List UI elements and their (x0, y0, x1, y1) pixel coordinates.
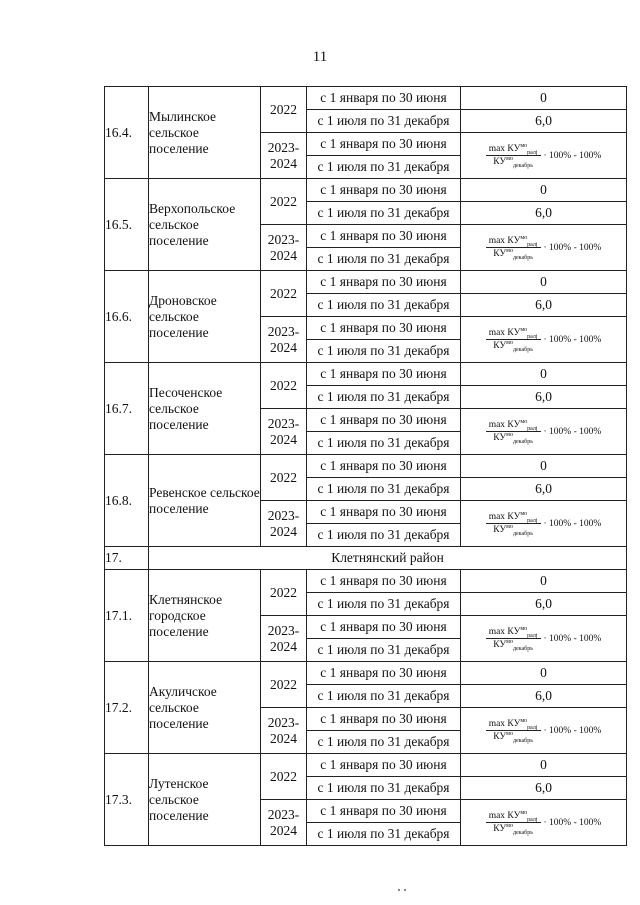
formula-denominator-sup: мо (506, 730, 513, 737)
formula-tail: · 100% - 100% (543, 633, 602, 644)
period-cell: с 1 июля по 31 декабря (307, 639, 461, 662)
year-cell: 2022 (261, 363, 307, 409)
formula-denominator (493, 639, 533, 650)
settlement-name: Акуличское сельское поселение (149, 662, 261, 754)
period-cell: с 1 июля по 31 декабря (307, 593, 461, 616)
value-cell: 6,0 (461, 110, 627, 133)
value-cell: 6,0 (461, 386, 627, 409)
formula-numerator (486, 512, 541, 524)
settlement-name: Песоченское сельское поселение (149, 363, 261, 455)
formula-denominator-text: КУ (493, 249, 507, 259)
formula-cell (461, 317, 627, 363)
period-cell: с 1 января по 30 июня (307, 662, 461, 685)
formula (461, 811, 626, 834)
formula-fraction (486, 236, 541, 259)
formula-denominator (493, 524, 533, 535)
formula-numerator (486, 719, 541, 731)
formula-denominator-sup: мо (506, 523, 513, 530)
formula-cell (461, 409, 627, 455)
period-cell: с 1 июля по 31 декабря (307, 524, 461, 547)
period-cell: с 1 января по 30 июня (307, 409, 461, 432)
formula-denominator (493, 340, 533, 351)
formula-numerator (486, 811, 541, 823)
period-cell: с 1 июля по 31 декабря (307, 823, 461, 846)
period-cell: с 1 января по 30 июня (307, 708, 461, 731)
value-cell: 6,0 (461, 478, 627, 501)
district-number: 17. (105, 547, 149, 570)
year-cell: 2023- 2024 (261, 501, 307, 547)
year-cell: 2023- 2024 (261, 225, 307, 271)
period-cell: с 1 июля по 31 декабря (307, 777, 461, 800)
formula (461, 236, 626, 259)
value-cell: 6,0 (461, 685, 627, 708)
period-cell: с 1 января по 30 июня (307, 363, 461, 386)
formula-denominator (493, 432, 533, 443)
formula-numerator (486, 144, 541, 156)
period-cell: с 1 января по 30 июня (307, 800, 461, 823)
settlement-name: Верхопольское сельское поселение (149, 179, 261, 271)
formula-denominator-sup: мо (506, 638, 513, 645)
formula-denominator-text: КУ (493, 732, 507, 742)
formula (461, 512, 626, 535)
formula-numerator-sup: мо (520, 142, 528, 149)
period-cell: с 1 января по 30 июня (307, 179, 461, 202)
value-cell: 6,0 (461, 593, 627, 616)
formula-numerator-text: max КУ (488, 420, 521, 430)
period-cell: с 1 июля по 31 декабря (307, 294, 461, 317)
formula-denominator-sub: декабрь (512, 254, 533, 261)
entry-row (105, 662, 627, 685)
year-cell: 2023- 2024 (261, 616, 307, 662)
entry-row (105, 87, 627, 110)
settlement-name: Дроновское сельское поселение (149, 271, 261, 363)
period-cell: с 1 июля по 31 декабря (307, 386, 461, 409)
formula-denominator-sub: декабрь (512, 829, 533, 836)
formula-denominator-sup: мо (506, 822, 513, 829)
period-cell: с 1 января по 30 июня (307, 225, 461, 248)
period-cell: с 1 июля по 31 декабря (307, 340, 461, 363)
formula-fraction (486, 719, 541, 742)
formula-numerator-sup: мо (520, 234, 528, 241)
period-cell: с 1 января по 30 июня (307, 616, 461, 639)
formula-denominator-sub: декабрь (512, 162, 533, 169)
settlement-name: Ревенское сельское поселение (149, 455, 261, 547)
formula-cell (461, 501, 627, 547)
entry-number: 16.5. (105, 179, 149, 271)
entry-row (105, 455, 627, 478)
value-cell: 6,0 (461, 294, 627, 317)
formula-denominator-text: КУ (493, 824, 507, 834)
formula-cell (461, 800, 627, 846)
scan-artifact (398, 878, 418, 880)
entry-row (105, 179, 627, 202)
formula-denominator-sub: декабрь (512, 346, 533, 353)
period-cell: с 1 июля по 31 декабря (307, 248, 461, 271)
period-cell: с 1 июля по 31 декабря (307, 478, 461, 501)
entry-row (105, 271, 627, 294)
formula-denominator-text: КУ (493, 433, 507, 443)
formula-denominator-sub: декабрь (512, 438, 533, 445)
formula-cell (461, 708, 627, 754)
page-number: 11 (312, 49, 328, 65)
year-cell: 2022 (261, 271, 307, 317)
value-cell: 6,0 (461, 777, 627, 800)
formula-numerator-text: max КУ (488, 627, 521, 637)
period-cell: с 1 января по 30 июня (307, 133, 461, 156)
settlement-name: Лутенское сельское поселение (149, 754, 261, 846)
period-cell: с 1 января по 30 июня (307, 87, 461, 110)
district-row (105, 547, 627, 570)
formula-denominator-text: КУ (493, 341, 507, 351)
formula (461, 420, 626, 443)
settlement-name: Мылинское сельское поселение (149, 87, 261, 179)
formula-numerator-sub: ралј (527, 517, 538, 524)
formula (461, 627, 626, 650)
year-cell: 2023- 2024 (261, 800, 307, 846)
formula-denominator-sup: мо (506, 431, 513, 438)
formula-cell (461, 616, 627, 662)
period-cell: с 1 января по 30 июня (307, 570, 461, 593)
value-cell: 0 (461, 662, 627, 685)
entry-number: 17.1. (105, 570, 149, 662)
period-cell: с 1 января по 30 июня (307, 455, 461, 478)
formula (461, 719, 626, 742)
value-cell: 0 (461, 87, 627, 110)
value-cell: 0 (461, 179, 627, 202)
formula-numerator-sup: мо (520, 625, 528, 632)
entry-number: 17.2. (105, 662, 149, 754)
tariff-table (104, 86, 627, 846)
formula (461, 328, 626, 351)
formula-denominator-text: КУ (493, 640, 507, 650)
formula-denominator-sup: мо (506, 247, 513, 254)
formula-numerator-sup: мо (520, 510, 528, 517)
year-cell: 2022 (261, 455, 307, 501)
year-cell: 2023- 2024 (261, 708, 307, 754)
period-cell: с 1 июля по 31 декабря (307, 110, 461, 133)
formula-denominator-text: КУ (493, 525, 507, 535)
formula-denominator-text: КУ (493, 157, 507, 167)
formula-numerator-sup: мо (520, 326, 528, 333)
formula-fraction (486, 420, 541, 443)
formula-tail: · 100% - 100% (543, 426, 602, 437)
formula-tail: · 100% - 100% (543, 334, 602, 345)
period-cell: с 1 января по 30 июня (307, 501, 461, 524)
formula (461, 144, 626, 167)
period-cell: с 1 января по 30 июня (307, 271, 461, 294)
year-cell: 2022 (261, 662, 307, 708)
formula-numerator (486, 627, 541, 639)
formula-denominator (493, 731, 533, 742)
formula-denominator (493, 823, 533, 834)
formula-fraction (486, 328, 541, 351)
formula-fraction (486, 512, 541, 535)
formula-tail: · 100% - 100% (543, 150, 602, 161)
formula-denominator-sup: мо (506, 155, 513, 162)
entry-row (105, 570, 627, 593)
entry-row (105, 754, 627, 777)
entry-row (105, 363, 627, 386)
formula-numerator-text: max КУ (488, 144, 521, 154)
formula-numerator-text: max КУ (488, 236, 521, 246)
formula-tail: · 100% - 100% (543, 817, 602, 828)
year-cell: 2023- 2024 (261, 317, 307, 363)
settlement-name: Клетнянское городское поселение (149, 570, 261, 662)
formula-fraction (486, 811, 541, 834)
formula-numerator-sub: ралј (527, 241, 538, 248)
value-cell: 0 (461, 271, 627, 294)
formula-numerator-sub: ралј (527, 333, 538, 340)
formula-fraction (486, 627, 541, 650)
period-cell: с 1 января по 30 июня (307, 754, 461, 777)
formula-numerator-text: max КУ (488, 328, 521, 338)
formula-numerator-text: max КУ (488, 811, 521, 821)
year-cell: 2022 (261, 570, 307, 616)
value-cell: 6,0 (461, 202, 627, 225)
value-cell: 0 (461, 570, 627, 593)
year-cell: 2023- 2024 (261, 409, 307, 455)
formula-numerator (486, 328, 541, 340)
formula-numerator-text: max КУ (488, 512, 521, 522)
formula-denominator (493, 248, 533, 259)
formula-numerator-text: max КУ (488, 719, 521, 729)
formula-numerator-sup: мо (520, 717, 528, 724)
entry-number: 16.7. (105, 363, 149, 455)
formula-numerator-sup: мо (520, 418, 528, 425)
period-cell: с 1 июля по 31 декабря (307, 432, 461, 455)
formula-denominator-sub: декабрь (512, 737, 533, 744)
value-cell: 0 (461, 754, 627, 777)
period-cell: с 1 июля по 31 декабря (307, 731, 461, 754)
formula-numerator-sub: ралј (527, 724, 538, 731)
period-cell: с 1 июля по 31 декабря (307, 156, 461, 179)
formula-numerator-sub: ралј (527, 425, 538, 432)
period-cell: с 1 июля по 31 декабря (307, 685, 461, 708)
entry-number: 16.8. (105, 455, 149, 547)
formula-cell (461, 225, 627, 271)
value-cell: 0 (461, 455, 627, 478)
formula-denominator (493, 156, 533, 167)
entry-number: 17.3. (105, 754, 149, 846)
year-cell: 2022 (261, 87, 307, 133)
formula-numerator (486, 236, 541, 248)
value-cell: 0 (461, 363, 627, 386)
entry-number: 16.4. (105, 87, 149, 179)
formula-fraction (486, 144, 541, 167)
period-cell: с 1 июля по 31 декабря (307, 202, 461, 225)
district-name: Клетнянский район (149, 547, 627, 570)
formula-numerator (486, 420, 541, 432)
formula-tail: · 100% - 100% (543, 725, 602, 736)
formula-denominator-sub: декабрь (512, 530, 533, 537)
formula-numerator-sup: мо (520, 809, 528, 816)
formula-denominator-sub: декабрь (512, 645, 533, 652)
formula-cell (461, 133, 627, 179)
formula-tail: · 100% - 100% (543, 518, 602, 529)
period-cell: с 1 января по 30 июня (307, 317, 461, 340)
year-cell: 2022 (261, 754, 307, 800)
formula-numerator-sub: ралј (527, 816, 538, 823)
formula-denominator-sup: мо (506, 339, 513, 346)
year-cell: 2023- 2024 (261, 133, 307, 179)
entry-number: 16.6. (105, 271, 149, 363)
formula-numerator-sub: ралј (527, 632, 538, 639)
formula-tail: · 100% - 100% (543, 242, 602, 253)
formula-numerator-sub: ралј (527, 149, 538, 156)
year-cell: 2022 (261, 179, 307, 225)
